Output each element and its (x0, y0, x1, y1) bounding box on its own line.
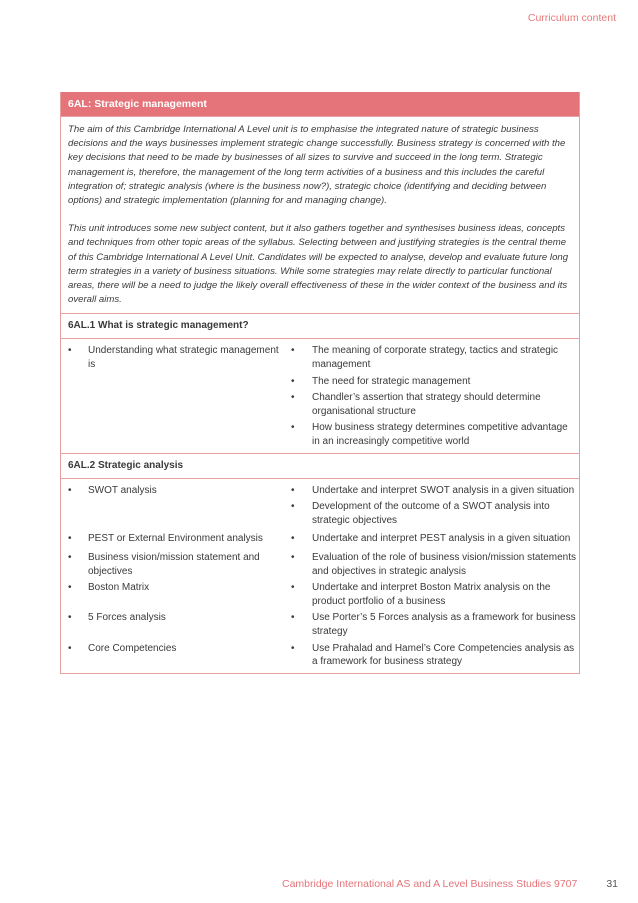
unit-title: 6AL: Strategic management (61, 92, 579, 116)
topic-item (68, 581, 286, 595)
bullet-icon: • (291, 422, 295, 434)
point-text: How business strategy determines competitive advantage in an increasingly competitive world (312, 422, 568, 447)
topic-item (68, 551, 286, 578)
point-text: Use Porter’s 5 Forces analysis as a framework for business strategy (312, 612, 576, 637)
bullet-icon: • (291, 375, 295, 387)
bullet-icon: • (291, 501, 295, 513)
intro-paragraph: The aim of this Cambridge International A Level unit is to emphasise the integrated nature of strategic business decisions and the ways businesses implement strategic change successfully. Business strategy is concerned with the key decisions that need to be made by businesses of all sizes to survive and succeed in the long term. Strategic management is, therefore, the management of the long term activities of a business and this includes the careful integration of; strategic analysis (where is the business now?), strategic choice (identifying and deciding between options) and strategic implementation (planning for and managing change). (68, 124, 566, 207)
bullet-icon: • (68, 533, 72, 545)
point-text: The need for strategic management (312, 375, 471, 387)
bullet-icon: • (291, 392, 295, 404)
bullet-icon: • (291, 345, 295, 357)
topic-text: Boston Matrix (88, 582, 150, 594)
table-row (61, 532, 579, 546)
section-heading: 6AL.2 Strategic analysis (61, 453, 579, 478)
point-item (291, 532, 577, 546)
bullet-icon: • (291, 642, 295, 654)
unit-intro (61, 116, 579, 313)
table-row (61, 611, 579, 638)
topic-item (68, 642, 286, 656)
topic-text: 5 Forces analysis (88, 612, 166, 624)
point-item (291, 581, 577, 608)
section-content (61, 478, 579, 673)
table-row (61, 551, 579, 578)
point-item (291, 421, 577, 448)
point-text: The meaning of corporate strategy, tactics and strategic management (312, 345, 559, 371)
topic-text: SWOT analysis (88, 484, 157, 496)
point-item (291, 611, 577, 638)
point-item (291, 375, 577, 389)
topic-item (68, 484, 286, 498)
section-heading: 6AL.1 What is strategic management? (61, 313, 579, 338)
point-text: Undertake and interpret SWOT analysis in a given situation (312, 484, 575, 496)
running-header: Curriculum content (527, 12, 616, 24)
bullet-icon: • (291, 484, 295, 496)
table-row (61, 581, 579, 608)
topic-text: PEST or External Environment analysis (88, 533, 263, 545)
table-row (61, 344, 579, 448)
table-row (61, 642, 579, 669)
bullet-icon: • (291, 551, 295, 563)
point-text: Undertake and interpret Boston Matrix analysis on the product portfolio of a business (312, 582, 551, 607)
point-text: Development of the outcome of a SWOT analysis into strategic objectives (312, 501, 550, 526)
topic-text: Understanding what strategic management is (88, 345, 279, 371)
point-item (291, 344, 577, 371)
topic-item (68, 532, 286, 546)
point-text: Use Prahalad and Hamel’s Core Competencies analysis as a framework for business strategy (312, 642, 575, 668)
section-content (61, 338, 579, 452)
bullet-icon: • (68, 582, 72, 594)
unit-table (60, 92, 580, 674)
bullet-icon: • (291, 582, 295, 594)
point-text: Chandler’s assertion that strategy should determine organisational structure (312, 392, 541, 417)
footer-title: Cambridge International AS and A Level Business Studies 9707 (282, 878, 578, 890)
topic-item (68, 611, 286, 625)
topic-text: Core Competencies (88, 642, 177, 654)
bullet-icon: • (291, 612, 295, 624)
point-item (291, 551, 577, 578)
point-text: Undertake and interpret PEST analysis in a given situation (312, 533, 571, 545)
intro-paragraph: This unit introduces some new subject content, but it also gathers together and synthesises business ideas, concepts and techniques from other topic areas of the syllabus. Selecting between and justifying strategies is the central theme of this Cambridge International A Level Unit. Candidates will be expected to analyse, develop and evaluate future long term strategies in a variety of business situations. While some strategies may relate directly to particular functional areas, there will be a need to judge the likely overall effectiveness of these in the wider context of the business and its overall aims. (68, 223, 569, 306)
topic-item (68, 344, 286, 371)
bullet-icon: • (68, 551, 72, 563)
topic-text: Business vision/mission statement and objectives (88, 551, 260, 577)
table-row (61, 484, 579, 528)
bullet-icon: • (68, 612, 72, 624)
point-text: Evaluation of the role of business vision/mission statements and objectives in strategic analysis (312, 551, 577, 577)
page-number: 31 (606, 878, 618, 890)
point-item (291, 500, 577, 527)
bullet-icon: • (291, 533, 295, 545)
point-item (291, 391, 577, 418)
bullet-icon: • (68, 642, 72, 654)
bullet-icon: • (68, 345, 72, 357)
point-item (291, 642, 577, 669)
point-item (291, 484, 577, 498)
bullet-icon: • (68, 484, 72, 496)
